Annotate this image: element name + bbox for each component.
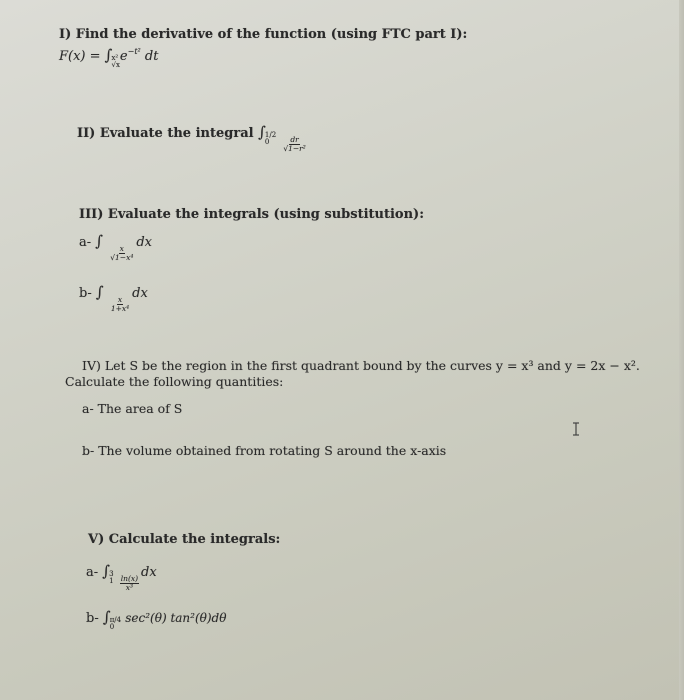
q5-heading: V) Calculate the integrals: [88,532,281,547]
q3a-denominator: √1−x⁴ [110,253,134,262]
q2-lower: 0 [264,138,270,146]
q1-function-label: F(x) = [59,49,105,64]
q4b-label: b- [82,443,99,458]
q1-upper: x² [111,54,119,62]
q5a-limits [109,571,113,585]
integral-sign-icon: ∫ [95,232,104,250]
q3b-line [79,284,148,313]
integral-sign-icon: ∫ [102,608,111,626]
page-edge [679,0,684,700]
integral-sign-icon: ∫ [95,283,104,301]
q4b-text: The volume obtained from rotating S around the x-axis [98,443,447,458]
q2-line [77,124,309,153]
integral-sign-icon: ∫ [102,562,111,580]
q3b-numerator: x [117,295,123,304]
q5b-line [86,609,226,631]
q1-lower: √x [111,61,120,69]
q5a-line [86,563,157,592]
q5b-upper: π/4 [109,616,122,624]
q4-heading-line2: Calculate the following quantities: [65,374,284,389]
q2-fraction [282,136,306,153]
q4b-line [82,443,446,459]
q3b-fraction [110,296,130,313]
q2-limits [265,132,276,146]
q2-heading: II) Evaluate the integral [77,126,259,141]
q3-heading: III) Evaluate the integrals (using substitution): [79,207,425,222]
q1-integrand: e [119,49,128,64]
q3a-numerator: x [119,244,124,253]
q5a-label: a- [86,565,103,580]
q5a-differential: dx [141,565,157,580]
q3a-label: a- [79,235,96,250]
q4a-line [82,401,182,417]
q1-heading: I) Find the derivative of the function (using FTC part I): [59,27,468,42]
q3b-label: b- [79,286,96,301]
q4a-text: The area of S [97,401,183,416]
text-cursor-icon [572,422,580,436]
q5a-denominator: x³ [125,583,133,592]
q3a-fraction [109,245,134,262]
q3b-denominator: 1+x⁴ [110,304,130,313]
integral-sign-icon: ∫ [258,123,266,141]
q2-numerator: dr [290,135,299,144]
q3b-differential: dx [132,286,148,301]
q5a-numerator: ln(x) [120,574,139,583]
q3a-line [79,233,152,262]
q1-differential: dt [140,49,159,64]
q4-heading-line1: IV) Let S be the region in the first quadrant bound by the curves y = x³ and y = 2x − x². [82,358,640,373]
q3a-differential: dx [136,235,152,250]
q2-denominator: √1−r² [283,144,306,153]
q5a-upper: 3 [109,570,114,578]
integral-sign-icon: ∫ [104,46,113,64]
q5b-lower: 0 [109,623,115,631]
q1-exponent: −t² [127,47,141,56]
q5b-expression: sec²(θ) tan²(θ)dθ [125,611,227,625]
q5a-lower: 1 [109,577,114,585]
q5a-fraction [120,575,139,592]
q1-limits [111,55,119,69]
q1-function [59,44,158,69]
q4a-label: a- [82,401,98,416]
q5b-label: b- [86,611,103,626]
q5b-limits [110,617,121,631]
q2-upper: 1/2 [264,131,277,139]
